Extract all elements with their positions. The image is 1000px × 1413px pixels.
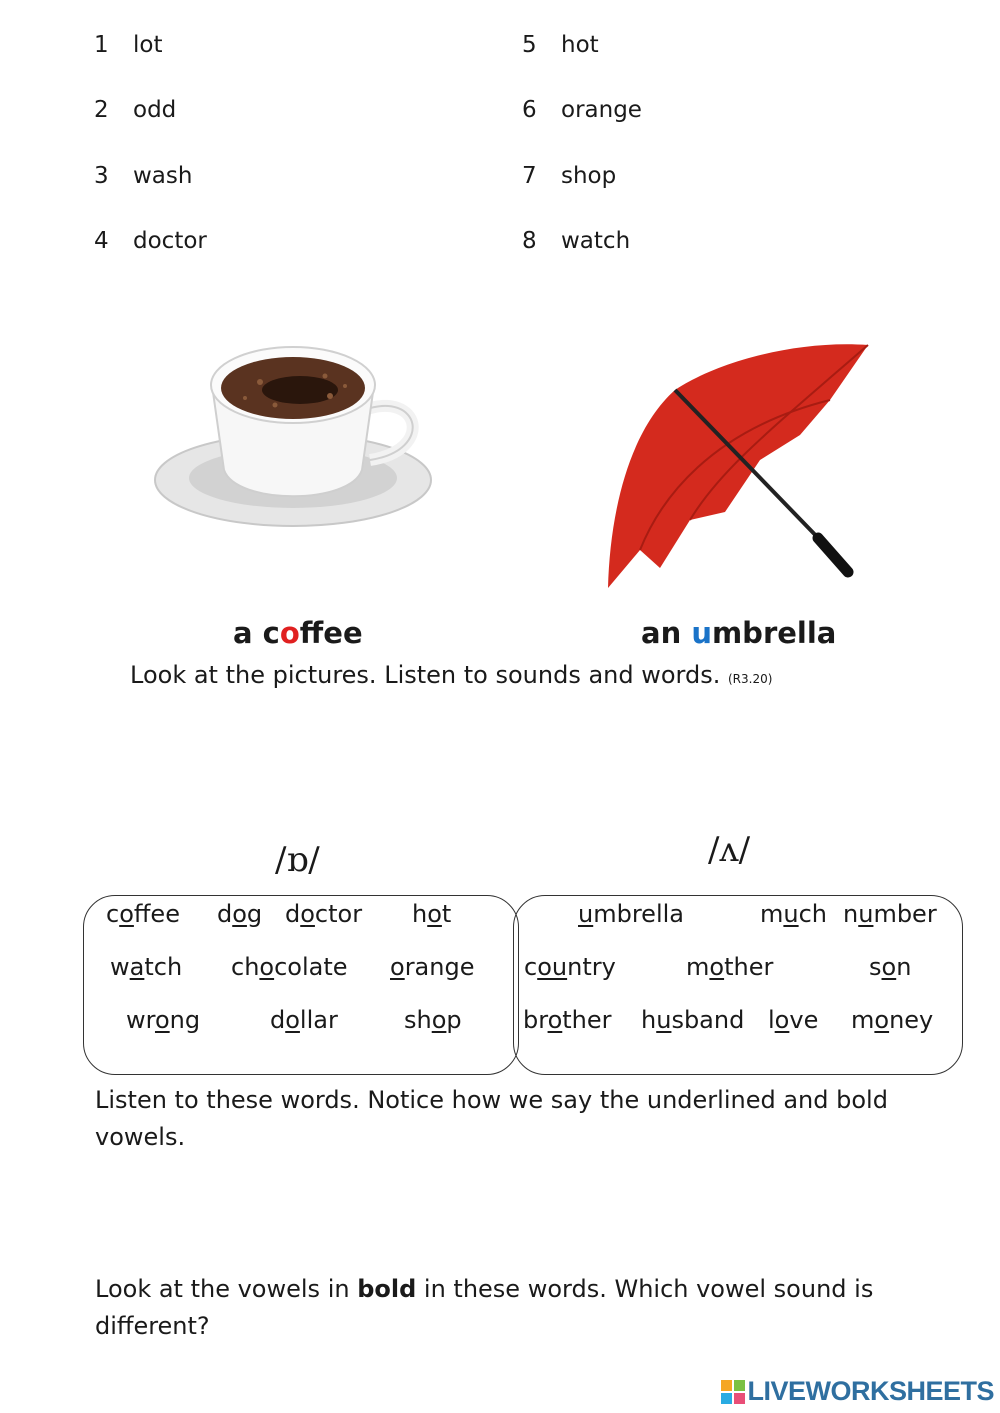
instruction-1-text: Look at the pictures. Listen to sounds and words.: [130, 661, 721, 689]
word-dollar: dollar: [270, 1006, 338, 1034]
word-chocolate: chocolate: [231, 953, 348, 981]
list-word: orange: [561, 97, 642, 123]
word-wrong: wrong: [126, 1006, 201, 1034]
logo-text: LIVEWORKSHEETS: [747, 1376, 994, 1406]
instruction-3-line2: different?: [95, 1312, 210, 1340]
ipa-short-o: /ɒ/: [275, 840, 320, 880]
instruction-3-line1: Look at the vowels in bold in these words. Which vowel sound is: [95, 1275, 874, 1303]
word-shop: shop: [404, 1006, 462, 1034]
word-husband: husband: [641, 1006, 745, 1034]
list-word: watch: [561, 228, 631, 254]
list-number: 1: [94, 32, 109, 58]
instruction-3: [95, 1271, 975, 1345]
word-dog: dog: [217, 900, 263, 928]
umbrella-image: [600, 340, 875, 595]
word-doctor: doctor: [285, 900, 363, 928]
word-money: money: [851, 1006, 934, 1034]
list-number: 5: [522, 32, 537, 58]
caption-coffee-highlight: o: [279, 616, 300, 650]
coffee-cup-image: [150, 330, 440, 535]
list-number: 6: [522, 97, 537, 123]
list-number: 4: [94, 228, 109, 254]
list-number: 7: [522, 163, 537, 189]
list-number: 2: [94, 97, 109, 123]
bold-word: bold: [357, 1275, 417, 1303]
list-word: wash: [133, 163, 193, 189]
word-watch: watch: [110, 953, 183, 981]
instruction-2-line1: Listen to these words. Notice how we say the underlined and bold: [95, 1086, 888, 1114]
list-word: shop: [561, 163, 617, 189]
ipa-short-u: /ʌ/: [708, 830, 751, 870]
caption-coffee-post: ffee: [299, 616, 363, 650]
word-son: son: [869, 953, 912, 981]
list-word: odd: [133, 97, 177, 123]
list-word: lot: [133, 32, 163, 58]
list-number: 8: [522, 228, 537, 254]
instruction-2-line2: vowels.: [95, 1123, 186, 1151]
caption-umbrella: [641, 616, 836, 650]
list-word: doctor: [133, 228, 207, 254]
word-brother: brother: [523, 1006, 612, 1034]
liveworksheets-logo: [721, 1376, 994, 1407]
word-love: love: [768, 1006, 819, 1034]
word-much: much: [760, 900, 828, 928]
word-country: country: [524, 953, 616, 981]
logo-icon: [721, 1380, 745, 1404]
caption-coffee: [233, 616, 363, 650]
word-coffee: coffee: [106, 900, 180, 928]
caption-umbrella-post: mbrella: [711, 616, 837, 650]
caption-umbrella-pre: an: [641, 616, 692, 650]
word-hot: hot: [412, 900, 452, 928]
caption-coffee-pre: a c: [233, 616, 280, 650]
list-word: hot: [561, 32, 599, 58]
instruction-1: [130, 657, 772, 698]
instruction-2: [95, 1082, 975, 1156]
word-number: number: [843, 900, 937, 928]
word-orange: orange: [390, 953, 475, 981]
audio-reference: (R3.20): [728, 672, 773, 686]
list-number: 3: [94, 163, 109, 189]
word-umbrella: umbrella: [578, 900, 684, 928]
word-mother: mother: [686, 953, 774, 981]
caption-umbrella-highlight: u: [691, 616, 712, 650]
